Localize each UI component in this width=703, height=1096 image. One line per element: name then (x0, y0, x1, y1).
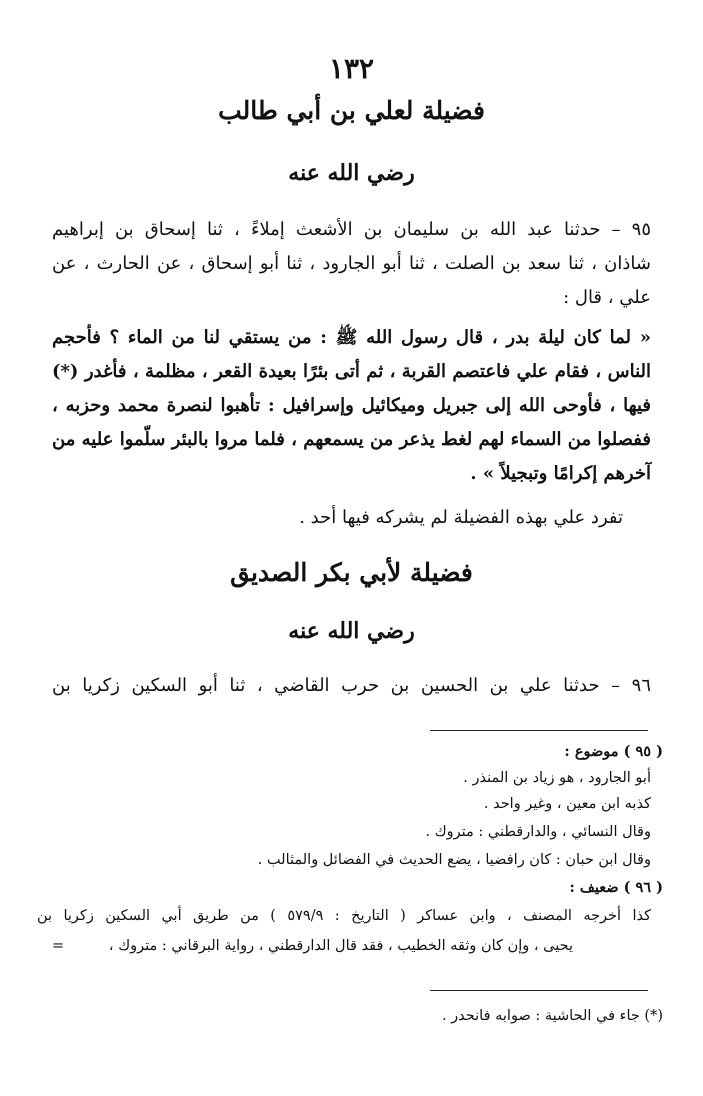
margin-note: (*) جاء في الحاشية : صوابه فانحدر . (441, 1008, 663, 1024)
hadith-95-line-1: ٩٥ – حدثنا عبد الله بن سليمان بن الأشعث إملاءً ، ثنا إسحاق بن إبراهيم (52, 219, 651, 240)
matn-line-5: آخرهم إكرامًا وتبجيلاً » . (470, 463, 651, 484)
section-title-ali: فضيلة لعلي بن أبي طالب (218, 96, 485, 125)
footnote-96-line-2: يحيى ، وإن كان وثقه الخطيب ، فقد قال الدارقطني ، رواية البرقاني : متروك ، (108, 938, 573, 954)
page-number: ١٣٢ (328, 52, 375, 85)
footnote-96-heading: ( ٩٦ ) ضعيف : (569, 879, 663, 896)
matn-line-2: الناس ، فقام علي فاعتصم القربة ، ثم أتى بئرًا بعيدة القعر ، مظلمة ، فأغدر (*) (52, 361, 651, 382)
section-title-abubakr: فضيلة لأبي بكر الصديق (230, 558, 473, 587)
footnote-96-line-1: كذا أخرجه المصنف ، وابن عساكر ( التاريخ : ٥٧٩/٩ ) من طريق أبي السكين زكريا بن (37, 908, 651, 924)
matn-line-1: « لما كان ليلة بدر ، قال رسول الله ﷺ : من يستقي لنا من الماء ؟ فأحجم (52, 327, 651, 348)
footnote-95-line-1: أبو الجارود ، هو زياد بن المنذر . (463, 770, 651, 786)
footnote-95-line-2: كذبه ابن معين ، وغير واحد . (483, 796, 651, 812)
footnote-95-line-3: وقال النسائي ، والدارقطني : متروك . (425, 824, 651, 840)
footnote-separator (430, 730, 648, 731)
hadith-95-line-3: علي ، قال : (563, 287, 651, 308)
footnote-95-heading: ( ٩٥ ) موضوع : (564, 743, 663, 760)
matn-line-3: فيها ، فأوحى الله إلى جبريل وميكائيل وإسرافيل : تأهبوا لنصرة محمد وحزبه ، (52, 395, 651, 416)
continuation-mark: = (52, 938, 65, 954)
section-subtitle-ali: رضي الله عنه (288, 160, 415, 186)
matn-line-4: ففصلوا من السماء لهم لغط يذعر من يسمعهم ، فلما مروا بالبئر سلّموا عليه من (52, 429, 651, 450)
footnote-95-line-4: وقال ابن حبان : كان رافضيا ، يضع الحديث في الفضائل والمثالب . (257, 852, 651, 868)
hadith-95-line-2: شاذان ، ثنا سعد بن الصلت ، ثنا أبو الجارود ، ثنا أبو إسحاق ، عن الحارث ، عن (52, 253, 651, 274)
hadith-96-line-1: ٩٦ – حدثنا علي بن الحسين بن حرب القاضي ، ثنا أبو السكين زكريا بن (52, 675, 651, 696)
hadith-95-remark: تفرد علي بهذه الفضيلة لم يشركه فيها أحد . (299, 507, 623, 528)
margin-note-separator (430, 990, 648, 991)
section-subtitle-abubakr: رضي الله عنه (288, 618, 415, 644)
